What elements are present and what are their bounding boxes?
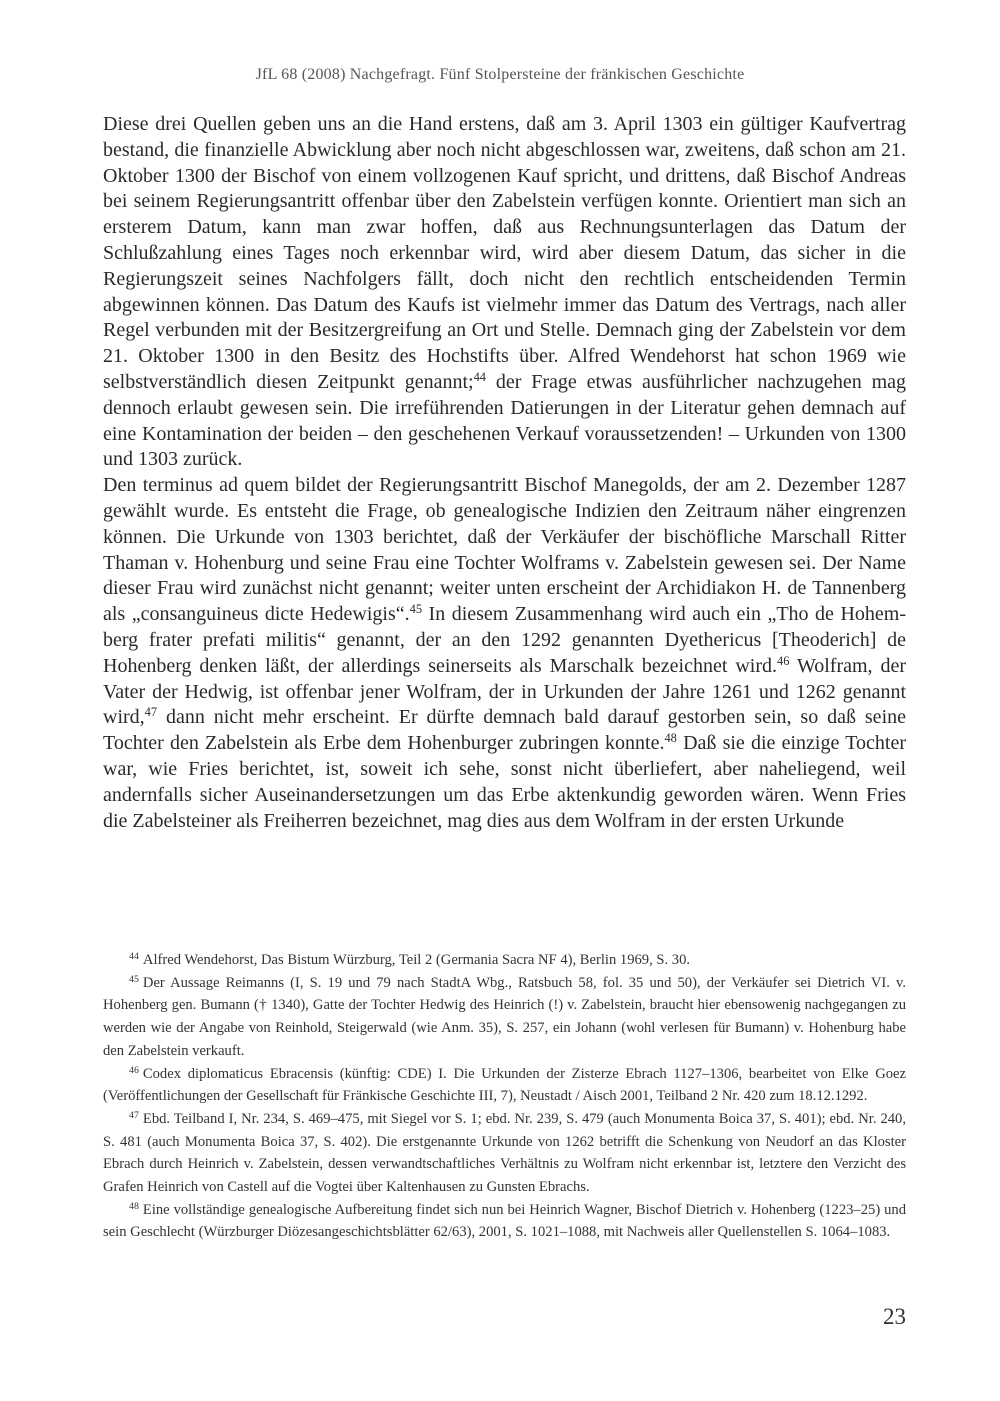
footnote-ref-48[interactable]: 48: [664, 731, 677, 746]
footnote-45: [103, 972, 906, 1063]
paragraph-text: Wolfram, der Vater der Hedwig, ist offenbar jener Wolfram, der in Urkunden der Jahre 1261 und 1262 genannt wird,: [103, 654, 907, 729]
footnote-text: Alfred Wendehorst, Das Bistum Würzburg, Teil 2 (Germania Sacra NF 4), Berlin 1969, S. 30.: [142, 952, 691, 968]
paragraph-text: der Frage etwas ausführlicher nachzugehen mag dennoch erlaubt gewesen sein. Die irreführenden Datierungen in der Literatur gehen demnach auf eine Kontamination der beiden – den geschehenen Verkauf voraussetzenden! – Urkunden von 1300 und 1303 zurück.: [103, 370, 906, 471]
footnote-48: [103, 1199, 906, 1244]
paragraph-text: dann nicht mehr erscheint. Er dürfte demnach bald darauf gestorben sein, so daß seine Tochter den Zabelstein als Erbe dem Hohenburger zubringen konnte.: [103, 706, 906, 755]
footnote-ref-45[interactable]: 45: [409, 602, 423, 617]
paragraph-text: In diesem Zusammenhang wird auch ein „Tho de Hohemberg frater prefati militis“ genannt, der an den 1292 genannten Dyethericus [Theoderich] de Hohenberg denken läßt, der allerdings seinerseits als Marschalk bezeichnet wird.: [103, 603, 906, 677]
paragraph-text: Den terminus ad quem bildet der Regierungsantritt Bischof Manegolds, der am 2. Dezember 1287 gewählt wurde. Es entsteht die Frage, ob genealogische Indizien den Zeitraum näher eingrenzen können. Die Urkunde von 1303 berichtet, daß der Verkäufer der bischöfliche Marschall Ritter Thaman v. Hohenburg und seine Frau eine Tochter Wolframs v. Zabelstein gewesen sei. Der Name dieser Frau wird zunächst nicht genannt; weiter unten erscheint der Archidiakon H. de Tannenberg als „consanguineus dicte Hedewigis“.: [103, 474, 906, 626]
footnote-text: Der Aussage Reimanns (I, S. 19 und 79 nach StadtA Wbg., Ratsbuch 58, fol. 35 und 50), der Verkäufer sei Dietrich VI. v. Hohenberg gen. Bumann († 1340), Gatte der Tochter Hedwig des Heinrich (!) v. Zabelstein, braucht hier ebensowenig nachgegangen zu werden wie der Angabe von Reinhold, Steigerwald (wie Anm. 35), S. 257, ein Johann (wohl verlesen für Bumann) v. Hohenburg habe den Zabelstein verkauft.: [103, 974, 906, 1059]
paragraph-text: Diese drei Quellen geben uns an die Hand erstens, daß am 3. April 1303 ein gültiger Kaufvertrag bestand, die finanzielle Abwicklung aber noch nicht abgeschlossen war, zweitens, daß schon am 21. Oktober 1300 der Bischof von einem vollzogenen Kauf spricht, und drittens, daß Bischof Andreas bei seinem Regierungsantritt offenbar über den Zabelstein verfügen konnte. Orientiert man sich an ersterem Datum, kann man zwar hoffen, daß aus Rechnungsunterlagen das Datum der Schlußzahlung eines Tages noch erkennbar wird, wird aber diesem Datum, das sicher in die Regierungszeit seines Nachfolgers fällt, doch nicht den rechtlich entscheidenden Termin abgewinnen können. Das Datum des Kaufs ist vielmehr immer das Datum des Vertrags, nach aller Regel verbunden mit der Besitzergreifung an Ort und Stelle. Demnach ging der Zabelstein vor dem 21. Oktober 1300 in den Besitz des Hochstifts über. Alfred Wendehorst hat schon 1969 wie selbstverständlich diesen Zeitpunkt genannt;: [103, 113, 906, 393]
footnote-ref-47[interactable]: 47: [144, 705, 158, 720]
footnote-number: 44: [129, 951, 139, 963]
page-number: 23: [883, 1304, 906, 1329]
footnote-46: [103, 1063, 906, 1108]
footnote-text: Codex diplomaticus Ebracensis (künftig: CDE) I. Die Urkunden der Zisterze Ebrach 1127–1306, bearbeitet von Elke Goez (Veröffentlichungen der Gesellschaft für Fränkische Geschichte III, 7), Neustadt / Aisch 2001, Teilband 2 Nr. 420 zum 18.12.1292.: [103, 1065, 906, 1105]
footnotes: [103, 949, 906, 1244]
footnote-text: Eine vollständige genealogische Aufbereitung findet sich nun bei Heinrich Wagner, Bischof Dietrich v. Hohenberg (1223–25) und sein Geschlecht (Würzburger Diözesangeschichtsblätter 62/63), 2001, S. 1021–1088, mit Nachweis aller Quellenstellen S. 1064–1083.: [103, 1201, 906, 1241]
footnote-ref-46[interactable]: 46: [777, 653, 790, 668]
footnote-text: Ebd. Teilband I, Nr. 234, S. 469–475, mit Siegel vor S. 1; ebd. Nr. 239, S. 479 (auch Monumenta Boica 37, S. 401); ebd. Nr. 240, S. 481 (auch Monumenta Boica 37, S. 402). Die erstgenannte Urkunde von 1262 betrifft die Schenkung von Neudorf an das Kloster Ebrach durch Heinrich v. Zabelstein, dessen verwandtschaftliches Verhältnis zu Wolfram nicht erkennbar ist, letztere den Verzicht des Grafen Heinrich von Castell auf die Vogtei über Kaltenhausen zu Gunsten Ebrachs.: [103, 1110, 906, 1196]
paragraph-text: Daß sie die einzige Tochter war, wie Fries berichtet, ist, soweit ich sehe, sonst nicht überliefert, aber naheliegend, weil andernfalls sicher Auseinandersetzungen um das Erbe aktenkundig geworden wären. Wenn Fries die Zabelsteiner als Freiherren bezeichnet, mag dies aus dem Wolfram in der ersten Urkunde: [103, 732, 906, 832]
footnote-44: [103, 949, 906, 972]
footnote-ref-44[interactable]: 44: [473, 370, 486, 385]
paragraph-1: [103, 112, 906, 473]
running-head: JfL 68 (2008) Nachgefragt. Fünf Stolpersteine der fränkischen Geschichte: [255, 66, 745, 83]
footnote-number: 47: [129, 1109, 139, 1121]
footnote-number: 46: [129, 1064, 139, 1076]
footnote-number: 45: [129, 973, 139, 985]
paragraph-2: [103, 473, 906, 834]
main-text: [103, 112, 906, 834]
footnote-47: [103, 1108, 906, 1199]
footnote-number: 48: [129, 1200, 139, 1212]
